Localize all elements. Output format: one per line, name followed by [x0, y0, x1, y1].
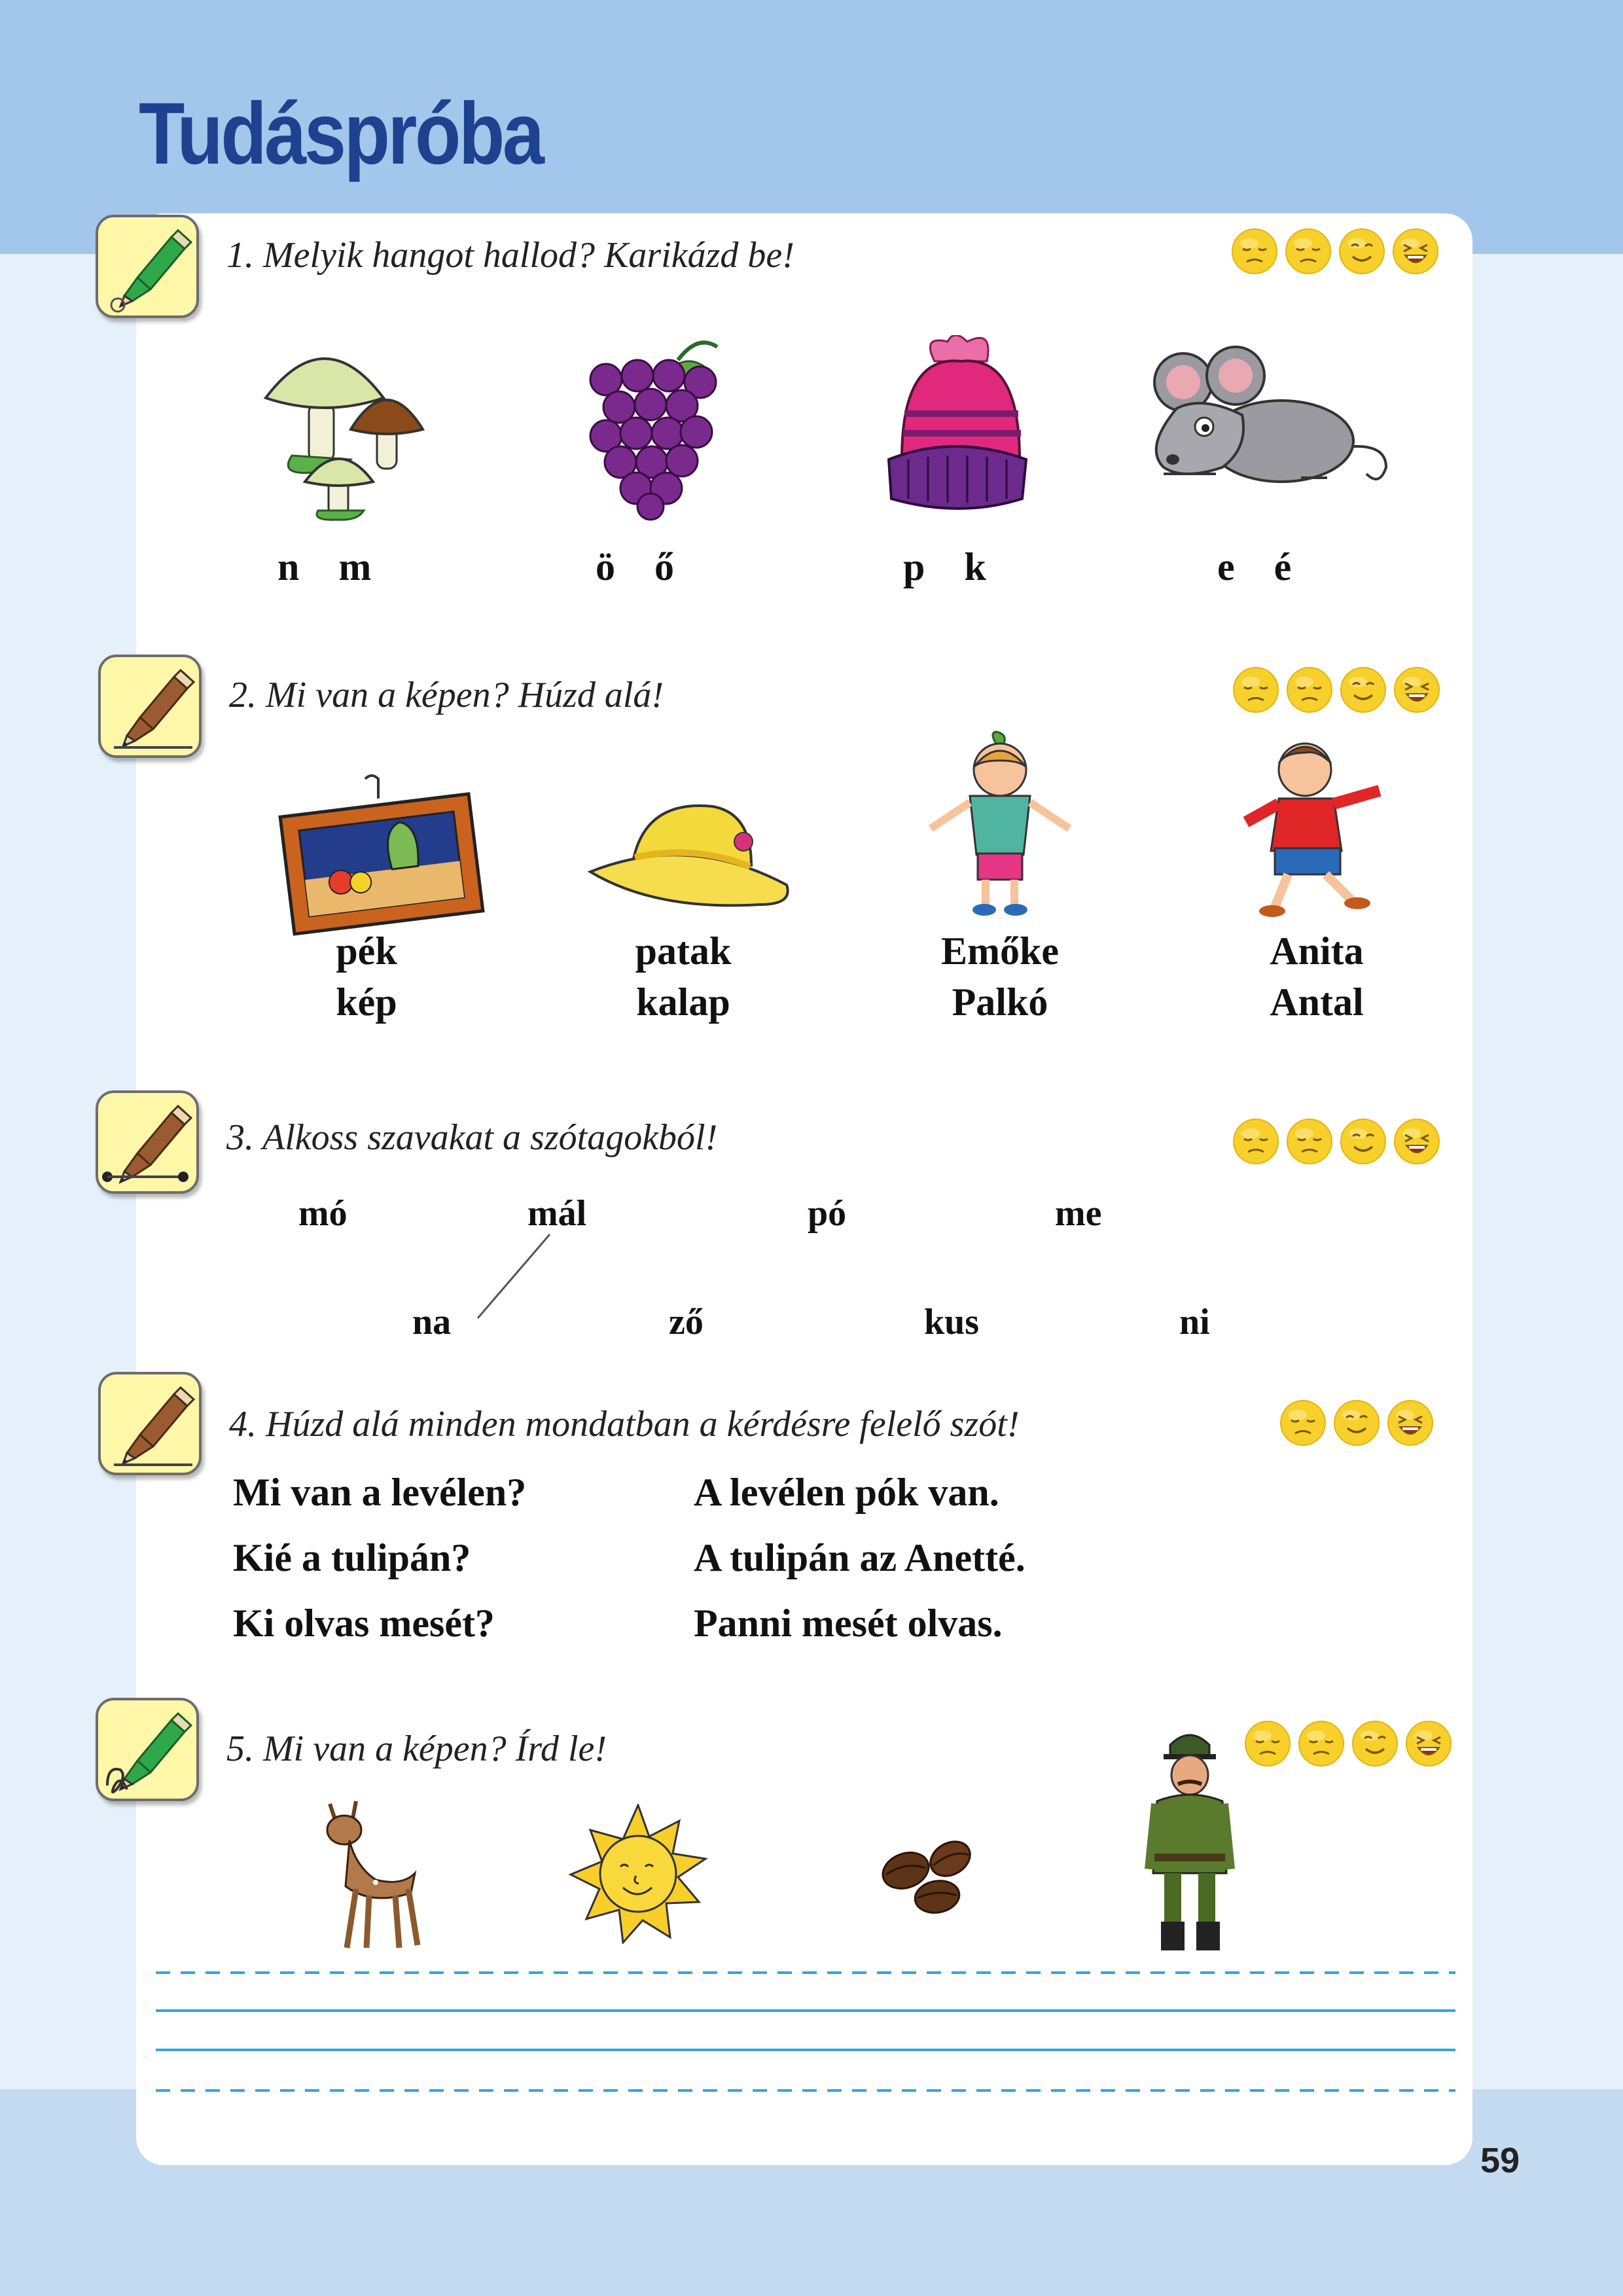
- boy-icon: [1240, 730, 1394, 923]
- word-pair-1-a[interactable]: pék: [336, 929, 397, 973]
- sad-face-icon[interactable]: [1284, 665, 1335, 715]
- task2-question: 2. Mi van a képen? Húzd alá!: [229, 675, 664, 715]
- laughing-face-icon[interactable]: [1403, 1719, 1454, 1768]
- knit-hat-icon: [882, 335, 1033, 512]
- word-pair-2-b[interactable]: kalap: [636, 980, 730, 1024]
- rating-faces-task3: [1230, 1117, 1442, 1166]
- rating-faces-task2: [1230, 665, 1442, 715]
- task3-question: 3. Alkoss szavakat a szótagokból!: [226, 1117, 718, 1158]
- syllable-bottom-1[interactable]: na: [412, 1302, 452, 1342]
- sad-face-icon[interactable]: [1242, 1719, 1293, 1768]
- syllable-top-3[interactable]: pó: [808, 1193, 847, 1234]
- word-pair-2-a[interactable]: patak: [635, 929, 732, 973]
- letter-pair-2[interactable]: ö ő: [596, 545, 674, 588]
- brown-pencil-line-icon: [96, 1090, 199, 1194]
- rating-faces-task1: [1229, 226, 1441, 276]
- word-pair-3-b[interactable]: Palkó: [952, 980, 1048, 1024]
- mushrooms-icon: [253, 325, 429, 521]
- mouse-icon: [1144, 343, 1399, 495]
- smiling-face-icon[interactable]: [1331, 1398, 1382, 1448]
- sad-face-icon[interactable]: [1230, 1117, 1281, 1166]
- syllable-bottom-2[interactable]: ző: [669, 1302, 704, 1342]
- coffee-beans-icon: [877, 1833, 978, 1918]
- sad-face-icon[interactable]: [1229, 226, 1280, 276]
- smiling-face-icon[interactable]: [1349, 1719, 1400, 1768]
- green-pencil-circle-icon: [96, 215, 199, 318]
- grapes-icon: [580, 334, 737, 521]
- syllable-top-4[interactable]: me: [1055, 1193, 1102, 1234]
- answer-sentence-2[interactable]: A tulipán az Anetté.: [694, 1536, 1026, 1579]
- smiling-face-icon[interactable]: [1338, 665, 1389, 715]
- syllable-bottom-3[interactable]: kus: [924, 1302, 980, 1342]
- task5-question: 5. Mi van a képen? Írd le!: [226, 1729, 607, 1769]
- brown-pencil-underline-icon: [98, 655, 202, 758]
- letter-pair-1[interactable]: n m: [277, 545, 372, 588]
- laughing-face-icon[interactable]: [1391, 665, 1442, 715]
- page-number: 59: [1480, 2141, 1520, 2180]
- task1-question: 1. Melyik hangot hallod? Karikázd be!: [226, 235, 794, 276]
- rating-faces-task4: [1277, 1398, 1436, 1448]
- green-pencil-cursive-icon: [96, 1698, 199, 1801]
- smiling-face-icon[interactable]: [1338, 1117, 1389, 1166]
- laughing-face-icon[interactable]: [1385, 1398, 1436, 1448]
- laughing-face-icon[interactable]: [1390, 226, 1441, 276]
- example-connector-line: [471, 1230, 556, 1322]
- sun-icon: [568, 1804, 708, 1944]
- word-pair-1-b[interactable]: kép: [336, 980, 397, 1024]
- sad-face-icon[interactable]: [1230, 665, 1281, 715]
- syllable-top-1[interactable]: mó: [298, 1193, 348, 1234]
- question-sentence-3: Ki olvas mesét?: [233, 1602, 495, 1645]
- laughing-face-icon[interactable]: [1391, 1117, 1442, 1166]
- brown-pencil-underline-icon: [98, 1372, 202, 1475]
- task4-question: 4. Húzd alá minden mondatban a kérdésre felelő szót!: [229, 1404, 1020, 1444]
- straw-hat-icon: [588, 800, 793, 911]
- sad-face-icon[interactable]: [1296, 1719, 1347, 1768]
- syllable-bottom-4[interactable]: ni: [1179, 1302, 1210, 1342]
- word-pair-4-a[interactable]: Anita: [1270, 929, 1364, 973]
- question-sentence-1: Mi van a levélen?: [233, 1471, 527, 1514]
- answer-sentence-1[interactable]: A levélen pók van.: [694, 1471, 999, 1514]
- writing-lines[interactable]: [156, 1966, 1455, 2110]
- answer-sentence-3[interactable]: Panni mesét olvas.: [694, 1602, 1003, 1645]
- sad-face-icon[interactable]: [1283, 226, 1334, 276]
- word-pair-3-a[interactable]: Emőke: [941, 929, 1059, 973]
- letter-pair-4[interactable]: e é: [1217, 545, 1292, 588]
- framed-painting-icon: [274, 772, 490, 936]
- sad-face-icon[interactable]: [1284, 1117, 1335, 1166]
- girl-icon: [924, 730, 1076, 922]
- letter-pair-3[interactable]: p k: [903, 545, 986, 588]
- rating-faces-task5: [1242, 1719, 1454, 1768]
- soldier-icon: [1144, 1725, 1236, 1957]
- question-sentence-2: Kié a tulipán?: [233, 1536, 471, 1579]
- smiling-face-icon[interactable]: [1336, 226, 1387, 276]
- fawn-icon: [310, 1791, 421, 1954]
- page-title: Tudáspróba: [139, 85, 543, 183]
- syllable-top-2[interactable]: mál: [527, 1193, 587, 1234]
- sad-face-icon[interactable]: [1277, 1398, 1329, 1448]
- word-pair-4-b[interactable]: Antal: [1270, 980, 1364, 1024]
